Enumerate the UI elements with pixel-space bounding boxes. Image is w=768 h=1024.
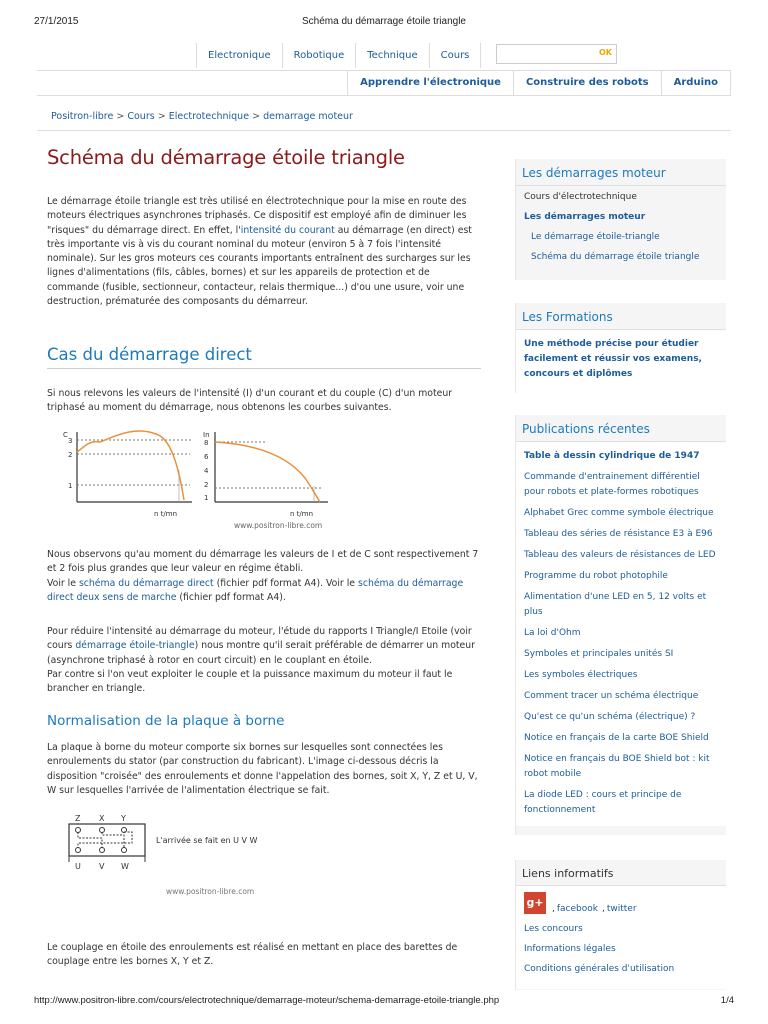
divider (37, 130, 731, 131)
nav-technique[interactable]: Technique (355, 43, 428, 68)
breadcrumb-electrotechnique[interactable]: Electrotechnique (168, 111, 250, 122)
intensite-courant-link[interactable]: intensité du courant (240, 224, 335, 236)
publication-link[interactable]: La diode LED : cours et principe de fonctionnement (524, 790, 682, 815)
plaque-paragraph: La plaque à borne du moteur comporte six bornes sur lesquelles sont connectées les enroulements du stator (par construction du fabricant). L'image ci-dessous décris la disposition "croisée" des enroulements et donne l'appelation des bornes, soit X, Y, Z et U, V, W sur lesquelles l'arrivée de l'alimentation électrique se fait. (47, 742, 478, 796)
publication-link[interactable]: Alphabet Grec comme symbole électrique (524, 508, 714, 518)
c-x-axis-label: n t/mn (154, 510, 178, 518)
widget-demarrages-title: Les démarrages moteur (516, 159, 726, 186)
borne-w-label: W (121, 862, 129, 871)
page-title: Schéma du démarrage étoile triangle (47, 146, 405, 169)
i-tick-8: 8 (204, 439, 209, 447)
print-page-number: 1/4 (720, 995, 734, 1006)
publication-link[interactable]: Notice en français de la carte BOE Shield (524, 733, 709, 743)
c-tick-3: 3 (68, 437, 73, 445)
courbes-demarrage-figure (60, 428, 350, 534)
publication-link[interactable]: La loi d'Ohm (524, 628, 581, 638)
nav-apprendre-electronique[interactable]: Apprendre l'électronique (347, 71, 513, 95)
intro-paragraph: Le démarrage étoile triangle est très utilisé en électrotechnique pour la mise en route des moteurs électriques asynchrones triphasés. Ce dispositif est employé afin de diminuer les "risques" du démarrage direct. En effet, l'intensité du courant au démarrage (en direct) est très importante vis à vis du courant nominal du moteur (environ 5 à 7 fois l'intensité nominale). Sur les gros moteurs ces courants importants entraînent des surcharges sur les lignes d'alimentations (fils, câbles, bornes) et sur les appareils de protection et de commande (fusible, sectionneur, contacteur, relais thermique...) d'ou une usure, voir une destruction, prématurée des composants du démarreur. (47, 196, 472, 308)
reduction-paragraph: Pour réduire l'intensité au démarrage du moteur, l'étude du rapports I Triangle/I Etoile (voir cours démarrage étoile-triangle) nous montre qu'il serait préférable de démarrer un moteur (asynchrone triphasé à rotor en court circuit) en le couplant en étoile. Par contre si l'on veut exploiter le couple et la puissance maximum du moteur il faut le brancher en triangle. (47, 626, 475, 695)
c-axis-label: C (63, 431, 68, 439)
i-tick-4: 4 (204, 467, 209, 475)
borne-x-label: X (99, 814, 105, 823)
widget-formations-title: Les Formations (516, 303, 726, 330)
conditions-generales-link[interactable]: Conditions générales d'utilisation (524, 964, 675, 974)
twitter-link[interactable]: twitter (606, 904, 637, 914)
schema-demarrage-direct-link[interactable]: schéma du démarrage direct (78, 577, 214, 589)
sidebar-item-cours-electrotechnique[interactable]: Cours d'électrotechnique (524, 192, 637, 202)
breadcrumb: Positron-libre > Cours > Electrotechnique > demarrage moteur (51, 111, 353, 122)
publication-link[interactable]: Alimentation d'une LED en 5, 12 volts et plus (524, 592, 707, 617)
observation-paragraph: Nous observons qu'au moment du démarrage les valeurs de I et de C sont respectivement 7 et 2 fois plus grandes que leur valeur en régime établi. Voir le schéma du démarrage direct (fichier pdf format A4). Voir le schéma du démarrage direct deux sens de marche (fichier pdf format A4). (47, 549, 479, 603)
i-axis-label: In (203, 431, 210, 439)
schema-deux-sens-link[interactable]: schéma du démarrage direct deux sens de marche (47, 577, 464, 603)
publication-link[interactable]: Tableau des séries de résistance E3 à E96 (524, 529, 713, 539)
borne-u-label: U (75, 862, 81, 871)
i-x-axis-label: n t/mn (290, 510, 314, 518)
borne-y-label: Y (121, 814, 126, 823)
section-direct-heading-wrap (47, 345, 481, 369)
nav-construire-robots[interactable]: Construire des robots (513, 71, 661, 95)
c-tick-1: 1 (68, 482, 73, 490)
arrivee-note: L'arrivée se fait en U V W (156, 836, 258, 845)
widget-demarrages-moteur (515, 159, 726, 280)
publication-link[interactable]: Notice en français du BOE Shield bot : kit robot mobile (524, 754, 710, 779)
print-title: Schéma du démarrage étoile triangle (302, 16, 466, 27)
i-tick-6: 6 (204, 453, 209, 461)
top-nav (196, 43, 481, 68)
direct-paragraph: Si nous relevons les valeurs de l'intensité (I) d'un courant et du couple (C) d'un moteur triphasé au moment du démarrage, nous obtenons les courbes suivantes. (47, 388, 453, 414)
print-date: 27/1/2015 (34, 16, 79, 27)
publication-link[interactable]: Programme du robot photophile (524, 571, 668, 581)
publication-link[interactable]: Commande d'entrainement différentiel pour robots et plate-formes robotiques (524, 472, 700, 497)
publication-link[interactable]: Symboles et principales unités SI (524, 649, 674, 659)
borne-v-label: V (99, 862, 105, 871)
sidebar-item-etoile-triangle[interactable]: Le démarrage étoile-triangle (531, 232, 660, 242)
publication-link[interactable]: Tableau des valeurs de résistances de LED (524, 550, 716, 560)
facebook-link[interactable]: facebook (556, 904, 598, 914)
couplage-paragraph: Le couplage en étoile des enroulements est réalisé en mettant en place des barettes de couplage entre les bornes X, Y et Z. (47, 942, 458, 968)
demarrage-etoile-triangle-link[interactable]: démarrage étoile-triangle (75, 640, 195, 652)
widget-liens-informatifs: Liens informatifs g+ , facebook , twitter Les concours Informations légales Conditions générales d'utilisation (515, 860, 726, 990)
couple-curve (77, 431, 184, 500)
secondary-nav (37, 70, 731, 96)
search-input[interactable] (496, 44, 617, 64)
nav-arduino[interactable]: Arduino (661, 71, 731, 95)
publication-link[interactable]: Qu'est ce qu'un schéma (électrique) ? (524, 712, 696, 722)
intensite-curve (215, 442, 320, 502)
publication-link[interactable]: Comment tracer un schéma électrique (524, 691, 699, 701)
informations-legales-link[interactable]: Informations légales (524, 944, 616, 954)
figure1-credit: www.positron-libre.com (234, 521, 323, 530)
nav-cours[interactable]: Cours (429, 43, 482, 68)
breadcrumb-cours[interactable]: Cours (127, 111, 155, 122)
formations-link[interactable]: Une méthode précise pour étudier facilement et réussir vos examens, concours et diplômes (524, 339, 702, 379)
print-url: http://www.positron-libre.com/cours/electrotechnique/demarrage-moteur/schema-demarrage-etoile-triangle.php (34, 995, 500, 1006)
nav-robotique[interactable]: Robotique (282, 43, 356, 68)
section-direct-heading: Cas du démarrage direct (47, 345, 252, 364)
search-ok-button[interactable]: OK (599, 48, 612, 57)
publication-link[interactable]: Les symboles électriques (524, 670, 638, 680)
sidebar-item-demarrages-moteur[interactable]: Les démarrages moteur (524, 212, 646, 222)
widget-publications-title: Publications récentes (516, 415, 726, 442)
sidebar-item-schema-etoile-triangle[interactable]: Schéma du démarrage étoile triangle (531, 252, 700, 262)
gplus-icon[interactable]: g+ (524, 892, 546, 914)
c-tick-2: 2 (68, 451, 73, 459)
widget-publications-recentes (515, 415, 726, 835)
i-tick-1: 1 (204, 494, 209, 502)
i-tick-2: 2 (204, 481, 209, 489)
section-plaque-heading: Normalisation de la plaque à borne (47, 713, 285, 729)
concours-link[interactable]: Les concours (524, 924, 583, 934)
nav-electronique[interactable]: Electronique (196, 43, 282, 68)
figure2-credit: www.positron-libre.com (166, 887, 255, 896)
plaque-borne-figure (62, 810, 282, 902)
breadcrumb-positron-libre[interactable]: Positron-libre (51, 111, 114, 122)
publication-link[interactable]: Table à dessin cylindrique de 1947 (524, 451, 700, 461)
widget-formations (515, 303, 726, 393)
borne-z-label: Z (75, 814, 81, 823)
breadcrumb-demarrage-moteur[interactable]: demarrage moteur (263, 111, 353, 122)
widget-liens-title: Liens informatifs (516, 860, 726, 886)
